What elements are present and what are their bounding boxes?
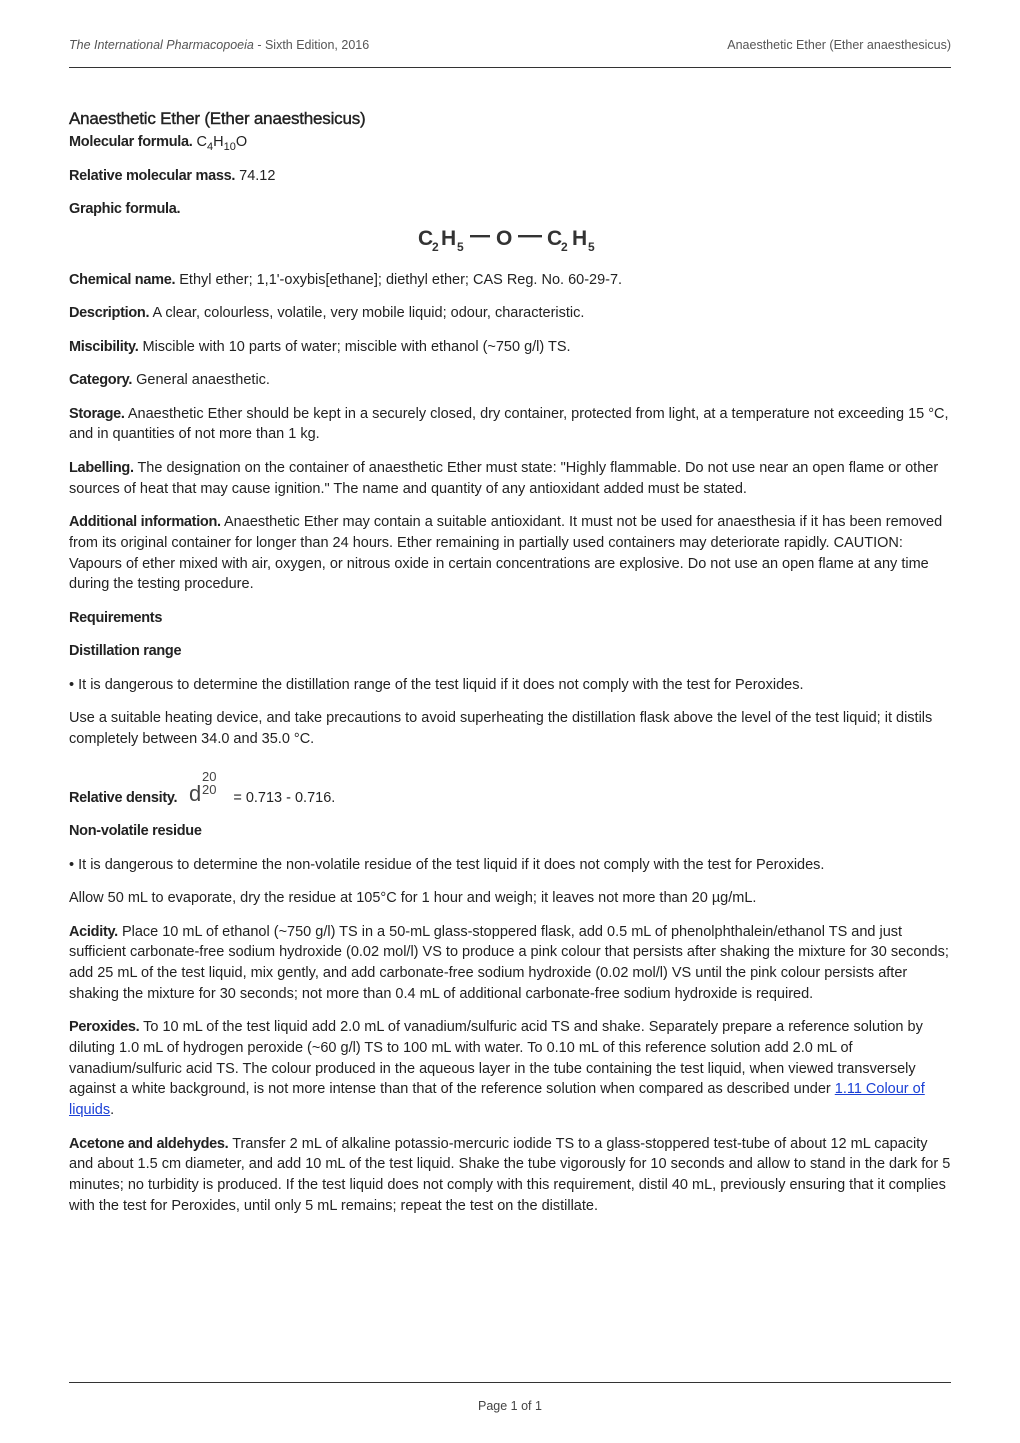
category-label: Category.	[69, 372, 133, 389]
molecular-formula-c-count: 4	[207, 141, 214, 153]
peroxides-text: To 10 mL of the test liquid add 2.0 mL of vanadium/sulfuric acid TS and shake. Separately prepare a reference solution by diluting 1.0 mL of hydrogen peroxide (~60 g/l) TS to 100 mL with water. To 0.10 mL of this reference solution add 2.0 mL of vanadium/sulfuric acid TS. The colour produced in the aqueous layer in the tube containing the test liquid, when viewed transversely against a white background, is not more intense than that of the reference solution when compared as described under	[69, 1019, 923, 1098]
header-monograph-title: Anaesthetic Ether (Ether anaesthesicus)	[727, 38, 951, 52]
header-publication	[69, 38, 369, 52]
relative-density-value: = 0.713 - 0.716.	[233, 789, 336, 806]
formula-right-c-count: 2	[560, 239, 568, 254]
molecular-formula-c: C	[196, 134, 208, 150]
density-sup: 20	[202, 768, 217, 784]
density-d: d	[189, 780, 202, 804]
additional-information	[69, 512, 952, 595]
formula-right-h-count: 5	[587, 239, 595, 254]
graphic-formula-label: Graphic formula.	[69, 201, 181, 217]
labelling-label: Labelling.	[69, 459, 134, 476]
miscibility-text: Miscible with 10 parts of water; miscible with ethanol (~750 g/l) TS.	[142, 338, 571, 355]
relative-density-symbol	[189, 768, 223, 804]
acetone-aldehydes-label: Acetone and aldehydes.	[69, 1135, 229, 1152]
page-footer	[0, 1399, 1020, 1413]
formula-right-h: H	[571, 226, 587, 250]
non-volatile-heading	[69, 821, 952, 842]
molecular-formula-label: Molecular formula.	[69, 134, 193, 150]
distillation-heading	[69, 641, 952, 662]
acidity	[69, 922, 952, 1005]
molecular-formula-o: O	[235, 134, 248, 150]
header-publication-title: The International Pharmacopoeia	[69, 38, 254, 52]
non-volatile-warning: • It is dangerous to determine the non-volatile residue of the test liquid if it does not comply with the test for Peroxides.	[69, 856, 825, 873]
storage	[69, 404, 952, 445]
formula-bond-right	[518, 235, 542, 237]
category-text: General anaesthetic.	[136, 372, 270, 389]
formula-bond-left	[470, 235, 490, 237]
non-volatile-text: Allow 50 mL to evaporate, dry the residue at 105°C for 1 hour and weigh; it leaves not more than 20 µg/mL.	[69, 890, 757, 907]
acetone-aldehydes-text: Transfer 2 mL of alkaline potassio-mercuric iodide TS to a glass-stoppered test-tube of about 12 mL capacity and about 1.5 cm diameter, and add 10 mL of the test liquid. Shake the tube vigorously for 10 seconds and allow to stand in the dark for 5 minutes; no turbidity is produced. If the test liquid does not comply with this requirement, distil 40 mL, previously ensuring that it complies with the test for Peroxides, until only 5 mL remains; repeat the test on the distillate.	[69, 1135, 951, 1214]
category	[69, 370, 952, 391]
additional-information-label: Additional information.	[69, 514, 221, 531]
monograph-body	[69, 108, 952, 1229]
molecular-formula	[69, 132, 952, 153]
description	[69, 303, 952, 324]
colour-of-liquids-link[interactable]: 1.11 Colour of liquids	[69, 1081, 925, 1119]
molecular-mass-label: Relative molecular mass.	[69, 167, 236, 184]
peroxides-label: Peroxides.	[69, 1019, 140, 1036]
storage-label: Storage.	[69, 405, 125, 422]
formula-left-c: C	[417, 226, 433, 250]
distillation-text: Use a suitable heating device, and take precautions to avoid superheating the distillation flask above the level of the test liquid; it distils completely between 34.0 and 35.0 °C.	[69, 710, 933, 747]
molecular-formula-h: H	[213, 134, 224, 150]
header-divider	[69, 67, 951, 68]
graphic-formula	[69, 199, 952, 220]
chemical-name-text: Ethyl ether; 1,1'-oxybis[ethane]; diethyl ether; CAS Reg. No. 60-29-7.	[179, 271, 623, 288]
formula-left-h-count: 5	[456, 239, 464, 254]
molecular-formula-h-count: 10	[223, 141, 236, 153]
miscibility-label: Miscibility.	[69, 338, 139, 355]
relative-density-label: Relative density.	[69, 789, 178, 806]
miscibility	[69, 337, 952, 358]
density-sub: 20	[202, 781, 217, 797]
page-number: Page 1 of 1	[478, 1399, 542, 1413]
description-text: A clear, colourless, volatile, very mobile liquid; odour, characteristic.	[152, 305, 585, 322]
formula-left-c-count: 2	[431, 239, 439, 254]
labelling	[69, 458, 952, 499]
monograph-title: Anaesthetic Ether (Ether anaesthesicus)	[69, 109, 366, 128]
formula-oxygen: O	[495, 226, 512, 250]
footer-divider	[69, 1382, 951, 1383]
non-volatile-heading-text: Non-volatile residue	[69, 823, 202, 840]
requirements-heading-text: Requirements	[69, 609, 163, 626]
additional-information-text: Anaesthetic Ether may contain a suitable antioxidant. It must not be used for anaesthesia if it has been removed from its original container for longer than 24 hours. Ether remaining in partially used containers may deteriorate rapidly. CAUTION: Vapours of ether mixed with air, oxygen, or nitrous oxide in certain concentrations are explosive. Do not use an open flame at any time during the testing procedure.	[69, 514, 943, 593]
distillation-heading-text: Distillation range	[69, 643, 182, 660]
storage-text: Anaesthetic Ether should be kept in a securely closed, dry container, protected from light, at a temperature not exceeding 15 °C, and in quantities of not more than 1 kg.	[69, 405, 949, 443]
formula-right-c: C	[546, 226, 562, 250]
requirements-heading	[69, 608, 952, 629]
chemical-name-label: Chemical name.	[69, 271, 176, 288]
molecular-mass	[69, 166, 952, 187]
peroxides-after: .	[110, 1102, 115, 1119]
molecular-mass-value: 74.12	[239, 167, 276, 184]
distillation-warning: • It is dangerous to determine the distillation range of the test liquid if it does not comply with the test for Peroxides.	[69, 676, 804, 693]
page-header	[69, 38, 951, 52]
graphic-formula-image	[416, 220, 606, 260]
description-label: Description.	[69, 305, 150, 322]
acidity-label: Acidity.	[69, 923, 118, 940]
formula-left-h: H	[440, 226, 456, 250]
header-edition: - Sixth Edition, 2016	[253, 38, 370, 52]
labelling-text: The designation on the container of anaesthetic Ether must state: "Highly flammable. Do not use near an open flame or other sources of heat that may cause ignition." The name and quantity of any antioxidant added must be stated.	[69, 459, 939, 497]
chemical-name	[69, 270, 952, 291]
acetone-aldehydes	[69, 1134, 952, 1217]
relative-density	[69, 768, 952, 809]
peroxides	[69, 1017, 952, 1121]
acidity-text: Place 10 mL of ethanol (~750 g/l) TS in a 50-mL glass-stoppered flask, add 0.5 mL of phenolphthalein/ethanol TS and just sufficient carbonate-free sodium hydroxide (0.02 mol/l) VS to produce a pink colour that persists after shaking the mixture for 30 seconds; add 25 mL of the test liquid, mix gently, and add carbonate-free sodium hydroxide (0.02 mol/l) VS until the pink colour persists after shaking the mixture for 30 seconds; not more than 0.4 mL of additional carbonate-free sodium hydroxide is required.	[69, 923, 949, 1002]
